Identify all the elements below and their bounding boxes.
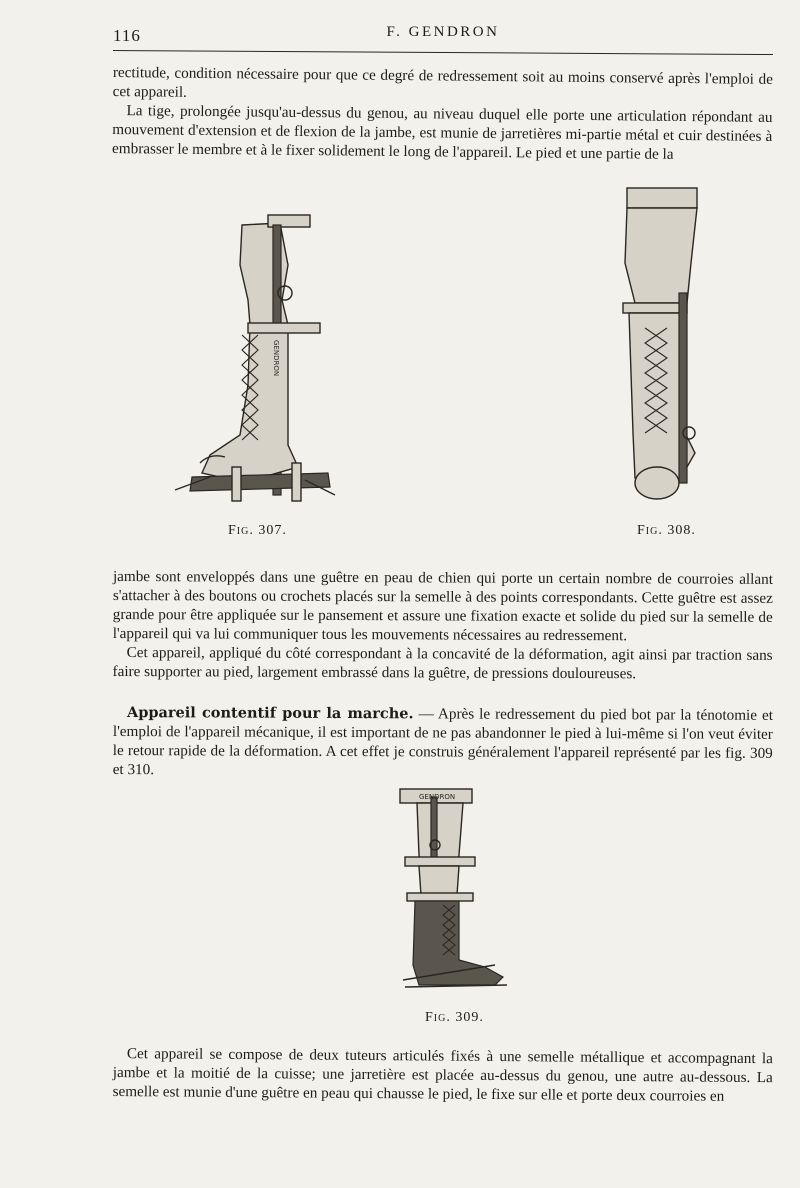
header-rule bbox=[113, 50, 773, 55]
figure-308-illustration bbox=[605, 183, 715, 513]
text-block-top bbox=[112, 63, 773, 165]
figure-307-brand: GENDRON bbox=[272, 340, 280, 377]
figure-309-brand: GENDRON bbox=[419, 793, 456, 801]
paragraph: La tige, prolongée jusqu'au-dessus du genou, au niveau duquel elle porte une articulation répondant au mouvement d'extension et de flexion de la jambe, est munie de jarretières mi-partie métal et cuir destinées à embrasser le membre et à le fixer solidement le long de l'appareil. Le pied et une partie de la bbox=[112, 102, 773, 163]
figure-308-caption: Fig. 308. bbox=[637, 523, 696, 538]
paragraph: Cet appareil, appliqué du côté correspondant à la concavité de la déformation, agit ainsi par traction sans faire supporter au pied, largement embrassé dans la guêtre, de pressions douloureuses. bbox=[112, 644, 773, 683]
figure-307-caption: Fig. 307. bbox=[228, 523, 287, 538]
paragraph: Cet appareil se compose de deux tuteurs articulés fixés à une semelle métallique et accompagnant la jambe et la moitié de la cuisse; une jarretière est placée au-dessus du genou, une autre au-dessous. La semelle est munie d'une guêtre en peau qui chausse le pied, le fixe sur elle et porte deux courroies en bbox=[112, 1045, 773, 1105]
figure-309-illustration bbox=[395, 785, 510, 995]
section-block bbox=[113, 703, 773, 782]
page-header bbox=[113, 22, 773, 50]
section-heading: Appareil contentif pour la marche. bbox=[126, 704, 414, 723]
page-number: 116 bbox=[113, 26, 141, 45]
figure-307-illustration bbox=[170, 205, 340, 505]
running-title: F. GENDRON bbox=[386, 24, 500, 40]
paragraph: rectitude, condition nécessaire pour que ce degré de redressement soit au moins conservé après l'emploi de cet appareil. bbox=[112, 63, 773, 101]
paragraph: jambe sont enveloppés dans une guêtre en peau de chien qui porte un certain nombre de courroies allant s'attacher à des boutons ou crochets placés sur la semelle à des points correspondants. Cette guêtre est assez grande pour être appliquée sur le pansement et assure une fixation exacte et solide du pied sur la semelle de l'appareil qui va lui communiquer tous les mouvements nécessaires au redressement. bbox=[112, 568, 773, 645]
section-paragraph: Appareil contentif pour la marche. — Après le redressement du pied bot par la ténotomie et l'emploi de l'appareil mécanique, il est important de ne pas abandonner le pied à lui-même si l'on veut éviter le retour rapide de la déformation. A cet effet je construis généralement l'appareil représenté par les fig. 309 et 310. bbox=[112, 704, 773, 779]
figure-309-caption: Fig. 309. bbox=[425, 1010, 484, 1025]
text-block-middle bbox=[113, 567, 773, 684]
text-block-bottom bbox=[113, 1044, 773, 1106]
